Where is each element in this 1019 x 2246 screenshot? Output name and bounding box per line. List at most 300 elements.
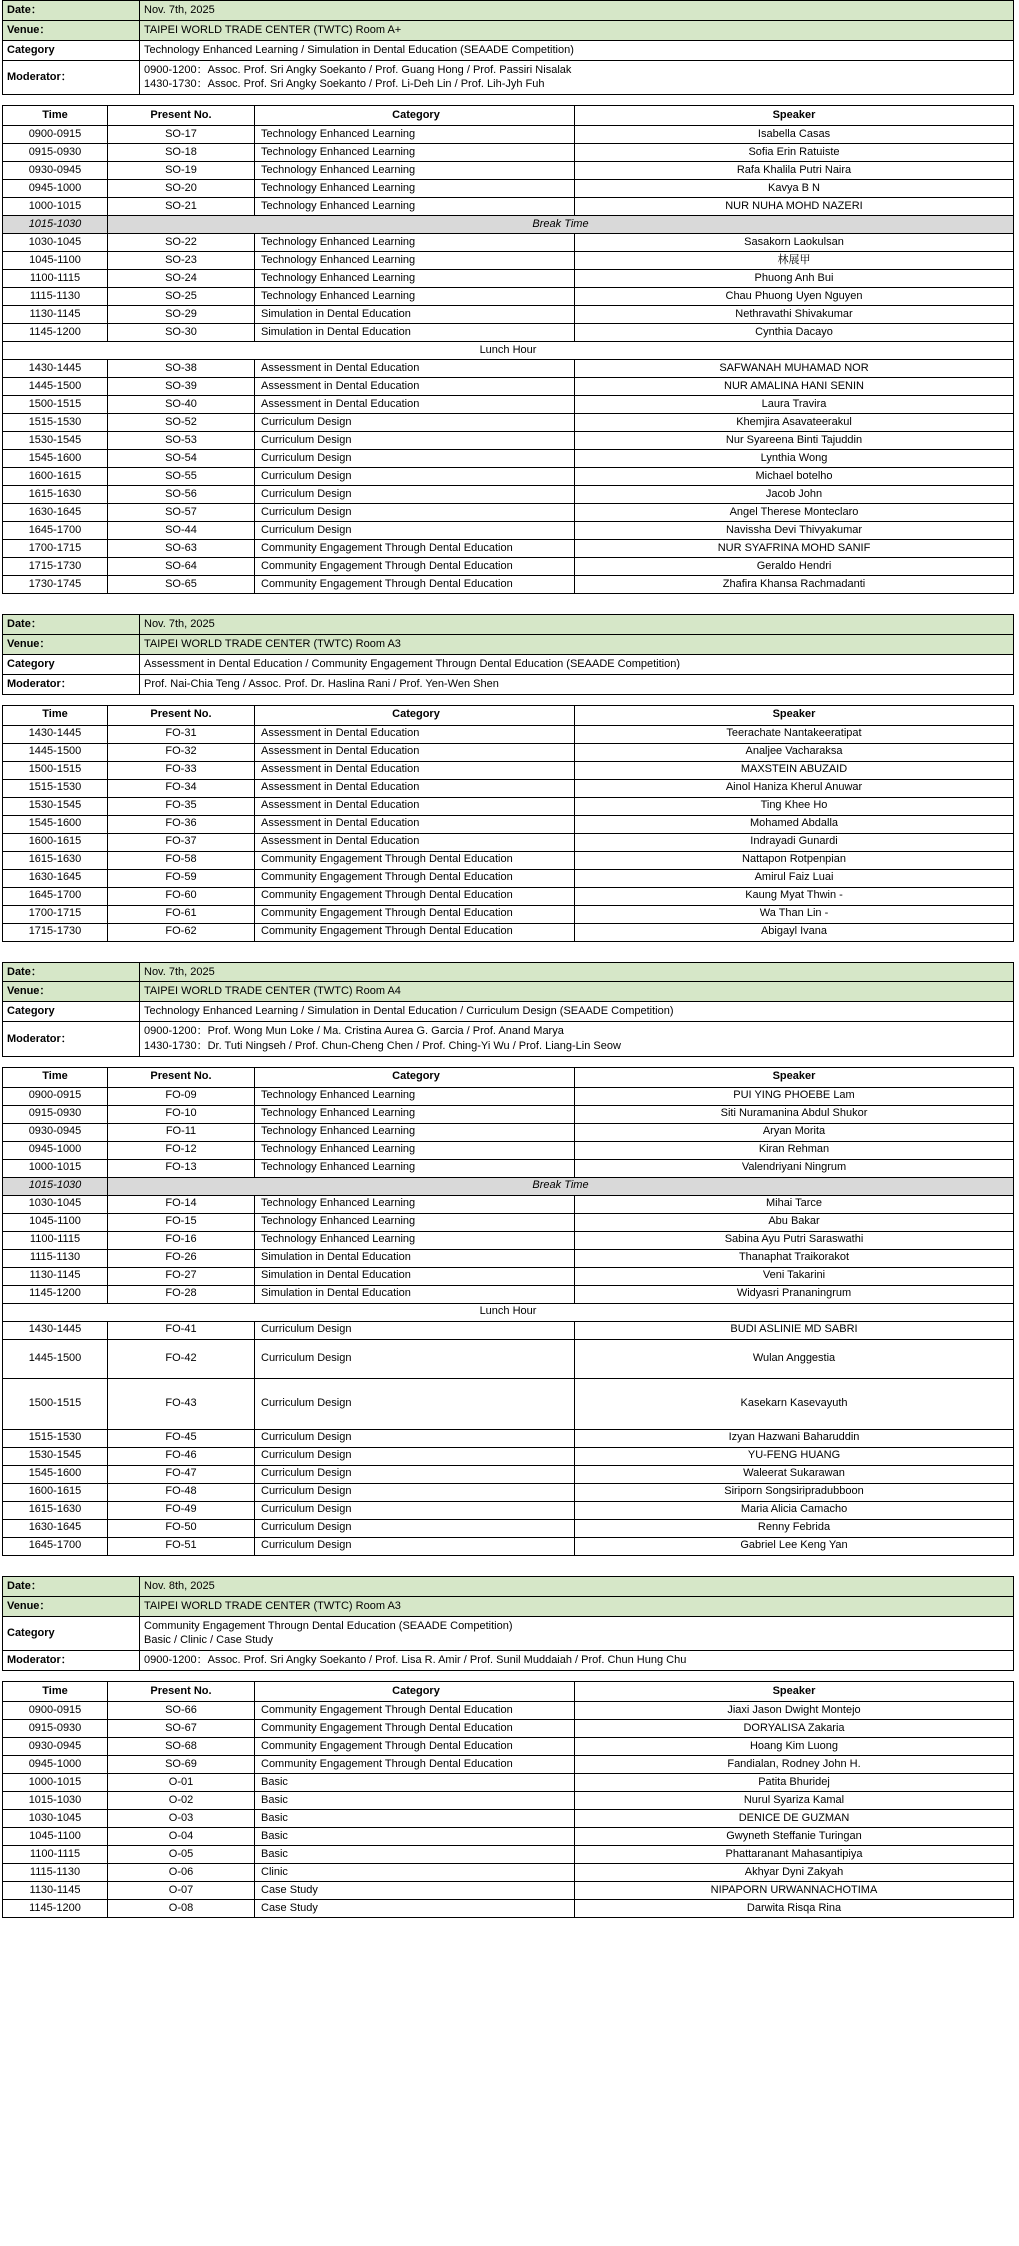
session-category-row [3,40,1014,60]
session-moderator-row [3,674,1014,694]
cell-speaker: Renny Febrida [575,1519,1014,1537]
cell-present-no: FO-33 [108,761,255,779]
cell-present-no: O-08 [108,1900,255,1918]
cell-speaker: Gwyneth Steffanie Turingan [575,1828,1014,1846]
cell-speaker: Kasekarn Kasevayuth [575,1378,1014,1429]
cell-time: 1600-1615 [3,833,108,851]
venue-value: TAIPEI WORLD TRADE CENTER (TWTC) Room A+ [140,20,1014,40]
cell-category: Technology Enhanced Learning [255,288,575,306]
lunch-label: Lunch Hour [3,342,1014,360]
lunch-row [3,342,1014,360]
cell-category: Curriculum Design [255,432,575,450]
venue-label: Venue： [3,20,140,40]
cell-present-no: SO-56 [108,486,255,504]
cell-time: 1115-1130 [3,1249,108,1267]
cell-time: 1645-1700 [3,522,108,540]
cell-speaker: DORYALISA Zakaria [575,1720,1014,1738]
cell-present-no: SO-17 [108,126,255,144]
session-date-row [3,1,1014,21]
table-row [3,1537,1014,1555]
cell-present-no: FO-36 [108,815,255,833]
cell-category: Curriculum Design [255,414,575,432]
cell-speaker: Kiran Rehman [575,1141,1014,1159]
cell-category: Curriculum Design [255,1339,575,1378]
break-time: 1015-1030 [3,1177,108,1195]
cell-speaker: Waleerat Sukarawan [575,1465,1014,1483]
cell-category: Curriculum Design [255,504,575,522]
cell-category: Assessment in Dental Education [255,761,575,779]
cell-time: 1545-1600 [3,1465,108,1483]
cell-category: Curriculum Design [255,1429,575,1447]
cell-time: 1530-1545 [3,432,108,450]
cell-speaker: Teerachate Nantakeeratipat [575,725,1014,743]
cell-time: 1700-1715 [3,905,108,923]
cell-category: Curriculum Design [255,1483,575,1501]
cell-time: 1515-1530 [3,779,108,797]
moderator-line-0: 0900-1200：Assoc. Prof. Sri Angky Soekanto / Prof. Lisa R. Amir / Prof. Sunil Muddaiah / Prof. Chun Hung Chu [144,1654,687,1667]
cell-present-no: FO-43 [108,1378,255,1429]
table-row [3,887,1014,905]
cell-category: Technology Enhanced Learning [255,1141,575,1159]
cell-time: 0915-0930 [3,1105,108,1123]
cell-category: Clinic [255,1864,575,1882]
cell-time: 1100-1115 [3,270,108,288]
cell-time: 1545-1600 [3,815,108,833]
cell-speaker: NUR AMALINA HANI SENIN [575,378,1014,396]
cell-category: Curriculum Design [255,1378,575,1429]
column-header-speaker: Speaker [575,705,1014,725]
table-row [3,905,1014,923]
cell-speaker: Valendriyani Ningrum [575,1159,1014,1177]
session-venue-row [3,20,1014,40]
venue-value: TAIPEI WORLD TRADE CENTER (TWTC) Room A3 [140,635,1014,655]
cell-category: Community Engagement Through Dental Education [255,905,575,923]
cell-present-no: FO-61 [108,905,255,923]
cell-present-no: SO-20 [108,180,255,198]
cell-present-no: FO-26 [108,1249,255,1267]
cell-present-no: FO-51 [108,1537,255,1555]
cell-speaker: Indrayadi Gunardi [575,833,1014,851]
session-header-table [2,962,1014,1057]
cell-category: Assessment in Dental Education [255,797,575,815]
cell-time: 1030-1045 [3,234,108,252]
cell-present-no: FO-47 [108,1465,255,1483]
cell-category: Curriculum Design [255,486,575,504]
table-row [3,1447,1014,1465]
cell-present-no: SO-65 [108,576,255,594]
cell-time: 0945-1000 [3,1141,108,1159]
cell-time: 1430-1445 [3,1321,108,1339]
cell-time: 1445-1500 [3,378,108,396]
table-row [3,1702,1014,1720]
column-header-category: Category [255,1682,575,1702]
cell-speaker: Nattapon Rotpenpian [575,851,1014,869]
cell-time: 0915-0930 [3,144,108,162]
cell-present-no: FO-10 [108,1105,255,1123]
date-value: Nov. 7th, 2025 [140,1,1014,21]
cell-category: Curriculum Design [255,1519,575,1537]
session-moderator-row [3,1651,1014,1671]
cell-time: 0900-0915 [3,126,108,144]
session-date-row [3,962,1014,982]
cell-category: Technology Enhanced Learning [255,1213,575,1231]
cell-speaker: Wa Than Lin - [575,905,1014,923]
table-row [3,1756,1014,1774]
cell-speaker: Thanaphat Traikorakot [575,1249,1014,1267]
cell-category: Community Engagement Through Dental Education [255,558,575,576]
break-row [3,1177,1014,1195]
table-row [3,504,1014,522]
cell-present-no: SO-69 [108,1756,255,1774]
category-value: Technology Enhanced Learning / Simulation in Dental Education (SEAADE Competition) [140,40,1014,60]
moderator-value [140,1022,1014,1057]
cell-category: Assessment in Dental Education [255,360,575,378]
cell-category: Technology Enhanced Learning [255,180,575,198]
cell-speaker: Navissha Devi Thivyakumar [575,522,1014,540]
cell-speaker: Mohamed Abdalla [575,815,1014,833]
cell-time: 1615-1630 [3,486,108,504]
cell-present-no: O-01 [108,1774,255,1792]
cell-category: Technology Enhanced Learning [255,1195,575,1213]
cell-time: 1145-1200 [3,1285,108,1303]
cell-present-no: FO-12 [108,1141,255,1159]
table-row [3,1213,1014,1231]
cell-speaker: NIPAPORN URWANNACHOTIMA [575,1882,1014,1900]
cell-category: Community Engagement Through Dental Education [255,923,575,941]
cell-category: Basic [255,1774,575,1792]
table-row [3,234,1014,252]
cell-speaker: Izyan Hazwani Baharuddin [575,1429,1014,1447]
table-row [3,923,1014,941]
cell-speaker: Wulan Anggestia [575,1339,1014,1378]
cell-speaker: Sofia Erin Ratuiste [575,144,1014,162]
cell-category: Community Engagement Through Dental Education [255,851,575,869]
cell-time: 1030-1045 [3,1195,108,1213]
cell-speaker: Amirul Faiz Luai [575,869,1014,887]
cell-time: 1130-1145 [3,306,108,324]
cell-time: 1130-1145 [3,1267,108,1285]
cell-present-no: SO-25 [108,288,255,306]
cell-category: Technology Enhanced Learning [255,1087,575,1105]
cell-speaker: Veni Takarini [575,1267,1014,1285]
moderator-label: Moderator： [3,1651,140,1671]
cell-category: Community Engagement Through Dental Education [255,1756,575,1774]
table-row [3,540,1014,558]
cell-time: 1445-1500 [3,1339,108,1378]
cell-time: 1530-1545 [3,797,108,815]
cell-present-no: FO-09 [108,1087,255,1105]
cell-category: Technology Enhanced Learning [255,234,575,252]
table-row [3,1774,1014,1792]
category-label: Category [3,1002,140,1022]
moderator-line-0: 0900-1200：Assoc. Prof. Sri Angky Soekanto / Prof. Guang Hong / Prof. Passiri Nisalak [144,63,572,76]
cell-time: 1430-1445 [3,360,108,378]
cell-time: 0900-0915 [3,1702,108,1720]
cell-time: 0930-0945 [3,162,108,180]
cell-present-no: SO-67 [108,1720,255,1738]
cell-present-no: SO-29 [108,306,255,324]
column-header-time: Time [3,1682,108,1702]
cell-speaker: Nethravathi Shivakumar [575,306,1014,324]
cell-time: 1430-1445 [3,725,108,743]
column-header-present-no: Present No. [108,705,255,725]
cell-time: 1500-1515 [3,761,108,779]
schedule-table [2,1681,1014,1918]
cell-present-no: SO-24 [108,270,255,288]
cell-present-no: FO-35 [108,797,255,815]
cell-category: Curriculum Design [255,450,575,468]
cell-speaker: Sabina Ayu Putri Saraswathi [575,1231,1014,1249]
break-row [3,216,1014,234]
cell-time: 1100-1115 [3,1231,108,1249]
category-label: Category [3,1616,140,1651]
cell-speaker: YU-FENG HUANG [575,1447,1014,1465]
table-row [3,432,1014,450]
table-row [3,324,1014,342]
cell-speaker: PUI YING PHOEBE Lam [575,1087,1014,1105]
cell-category: Technology Enhanced Learning [255,162,575,180]
cell-category: Curriculum Design [255,1447,575,1465]
lunch-label: Lunch Hour [3,1303,1014,1321]
cell-present-no: SO-52 [108,414,255,432]
date-label: Date： [3,615,140,635]
cell-present-no: O-04 [108,1828,255,1846]
cell-time: 1500-1515 [3,1378,108,1429]
cell-category: Curriculum Design [255,1321,575,1339]
cell-category: Curriculum Design [255,1465,575,1483]
cell-time: 1145-1200 [3,1900,108,1918]
cell-speaker: Maria Alicia Camacho [575,1501,1014,1519]
cell-speaker: Siti Nuramanina Abdul Shukor [575,1105,1014,1123]
cell-present-no: SO-44 [108,522,255,540]
table-row [3,1249,1014,1267]
cell-speaker: NUR NUHA MOHD NAZERI [575,198,1014,216]
table-row [3,1267,1014,1285]
session-category-row [3,1002,1014,1022]
cell-time: 1015-1030 [3,1792,108,1810]
cell-category: Assessment in Dental Education [255,725,575,743]
cell-speaker: Nur Syareena Binti Tajuddin [575,432,1014,450]
table-row [3,558,1014,576]
session-venue-row [3,635,1014,655]
cell-present-no: O-05 [108,1846,255,1864]
table-row [3,1465,1014,1483]
table-row [3,450,1014,468]
cell-present-no: FO-42 [108,1339,255,1378]
category-label: Category [3,654,140,674]
cell-category: Assessment in Dental Education [255,396,575,414]
break-label: Break Time [108,1177,1014,1195]
table-row [3,1501,1014,1519]
cell-speaker: Gabriel Lee Keng Yan [575,1537,1014,1555]
cell-speaker: Laura Travira [575,396,1014,414]
session-spacer [0,604,1019,614]
venue-label: Venue： [3,635,140,655]
table-row [3,797,1014,815]
cell-present-no: FO-58 [108,851,255,869]
table-row [3,468,1014,486]
session-block [0,614,1019,941]
cell-category: Technology Enhanced Learning [255,252,575,270]
cell-time: 1115-1130 [3,1864,108,1882]
cell-category: Technology Enhanced Learning [255,126,575,144]
cell-speaker: Zhafira Khansa Rachmadanti [575,576,1014,594]
cell-present-no: SO-66 [108,1702,255,1720]
cell-category: Assessment in Dental Education [255,833,575,851]
session-moderator-row [3,60,1014,95]
cell-time: 1515-1530 [3,1429,108,1447]
table-row [3,1141,1014,1159]
cell-present-no: SO-19 [108,162,255,180]
cell-speaker: Chau Phuong Uyen Nguyen [575,288,1014,306]
cell-present-no: O-02 [108,1792,255,1810]
cell-speaker: SAFWANAH MUHAMAD NOR [575,360,1014,378]
cell-category: Community Engagement Through Dental Education [255,540,575,558]
table-row [3,378,1014,396]
cell-present-no: FO-27 [108,1267,255,1285]
moderator-line-1: 1430-1730：Dr. Tuti Ningseh / Prof. Chun-Cheng Chen / Prof. Ching-Yi Wu / Prof. Liang-Lin Seow [144,1039,621,1052]
cell-present-no: FO-62 [108,923,255,941]
cell-time: 0945-1000 [3,1756,108,1774]
cell-category: Technology Enhanced Learning [255,1159,575,1177]
cell-present-no: SO-53 [108,432,255,450]
cell-category: Basic [255,1810,575,1828]
cell-present-no: FO-15 [108,1213,255,1231]
cell-present-no: FO-34 [108,779,255,797]
cell-time: 1000-1015 [3,1159,108,1177]
cell-category: Community Engagement Through Dental Education [255,887,575,905]
cell-present-no: SO-40 [108,396,255,414]
cell-present-no: SO-55 [108,468,255,486]
session-block [0,962,1019,1556]
schedule-header-row [3,1682,1014,1702]
cell-category: Community Engagement Through Dental Education [255,1720,575,1738]
cell-present-no: FO-48 [108,1483,255,1501]
cell-time: 1100-1115 [3,1846,108,1864]
cell-category: Simulation in Dental Education [255,324,575,342]
category-value: Assessment in Dental Education / Community Engagement Througn Dental Education (SEAADE Competition) [140,654,1014,674]
table-row [3,306,1014,324]
table-row [3,360,1014,378]
cell-speaker: Angel Therese Monteclaro [575,504,1014,522]
cell-speaker: 林展甲 [575,252,1014,270]
table-row [3,1738,1014,1756]
cell-time: 1545-1600 [3,450,108,468]
cell-category: Simulation in Dental Education [255,1267,575,1285]
moderator-label: Moderator： [3,1022,140,1057]
cell-category: Technology Enhanced Learning [255,1123,575,1141]
table-row [3,144,1014,162]
cell-time: 1115-1130 [3,288,108,306]
lunch-row [3,1303,1014,1321]
column-header-category: Category [255,705,575,725]
table-row [3,1519,1014,1537]
cell-time: 1045-1100 [3,1213,108,1231]
session-header-table [2,0,1014,95]
cell-present-no: FO-16 [108,1231,255,1249]
cell-time: 1645-1700 [3,887,108,905]
table-row [3,1483,1014,1501]
session-block [0,1576,1019,1918]
cell-category: Assessment in Dental Education [255,779,575,797]
table-row [3,1087,1014,1105]
cell-time: 1000-1015 [3,1774,108,1792]
session-spacer [0,1566,1019,1576]
cell-present-no: O-03 [108,1810,255,1828]
table-row [3,779,1014,797]
cell-present-no: SO-22 [108,234,255,252]
cell-speaker: Ainol Haniza Kherul Anuwar [575,779,1014,797]
session-header-table [2,614,1014,694]
column-header-category: Category [255,106,575,126]
session-moderator-row [3,1022,1014,1057]
cell-time: 1630-1645 [3,504,108,522]
cell-speaker: Mihai Tarce [575,1195,1014,1213]
session-category-row [3,1616,1014,1651]
session-venue-row [3,982,1014,1002]
cell-category: Basic [255,1792,575,1810]
column-header-category: Category [255,1067,575,1087]
cell-speaker: Lynthia Wong [575,450,1014,468]
cell-time: 1515-1530 [3,414,108,432]
moderator-line-0: Prof. Nai-Chia Teng / Assoc. Prof. Dr. Haslina Rani / Prof. Yen-Wen Shen [144,677,499,690]
cell-category: Simulation in Dental Education [255,1285,575,1303]
cell-speaker: Isabella Casas [575,126,1014,144]
table-row [3,743,1014,761]
cell-speaker: Kaung Myat Thwin - [575,887,1014,905]
cell-category: Assessment in Dental Education [255,378,575,396]
cell-speaker: BUDI ASLINIE MD SABRI [575,1321,1014,1339]
table-row [3,1828,1014,1846]
column-header-present-no: Present No. [108,1067,255,1087]
schedule-table [2,105,1014,594]
cell-present-no: FO-31 [108,725,255,743]
cell-speaker: MAXSTEIN ABUZAID [575,761,1014,779]
cell-speaker: Khemjira Asavateerakul [575,414,1014,432]
moderator-label: Moderator： [3,60,140,95]
schedule-header-row [3,1067,1014,1087]
venue-label: Venue： [3,982,140,1002]
cell-time: 1530-1545 [3,1447,108,1465]
cell-present-no: SO-63 [108,540,255,558]
category-line-1: Basic / Clinic / Case Study [144,1634,273,1647]
column-header-time: Time [3,705,108,725]
cell-present-no: FO-13 [108,1159,255,1177]
cell-speaker: Ting Khee Ho [575,797,1014,815]
table-row [3,1195,1014,1213]
column-header-present-no: Present No. [108,106,255,126]
session-block [0,0,1019,594]
cell-present-no: FO-45 [108,1429,255,1447]
session-category-row [3,654,1014,674]
cell-category: Assessment in Dental Education [255,815,575,833]
cell-category: Case Study [255,1882,575,1900]
cell-category: Technology Enhanced Learning [255,1105,575,1123]
cell-category: Technology Enhanced Learning [255,270,575,288]
cell-speaker: Abu Bakar [575,1213,1014,1231]
session-date-row [3,615,1014,635]
table-row [3,1231,1014,1249]
cell-present-no: FO-41 [108,1321,255,1339]
cell-speaker: Aryan Morita [575,1123,1014,1141]
cell-speaker: Hoang Kim Luong [575,1738,1014,1756]
cell-speaker: Siriporn Songsiripradubboon [575,1483,1014,1501]
moderator-label: Moderator： [3,674,140,694]
cell-present-no: FO-50 [108,1519,255,1537]
cell-present-no: FO-49 [108,1501,255,1519]
cell-category: Community Engagement Through Dental Education [255,1738,575,1756]
schedule-header-row [3,106,1014,126]
